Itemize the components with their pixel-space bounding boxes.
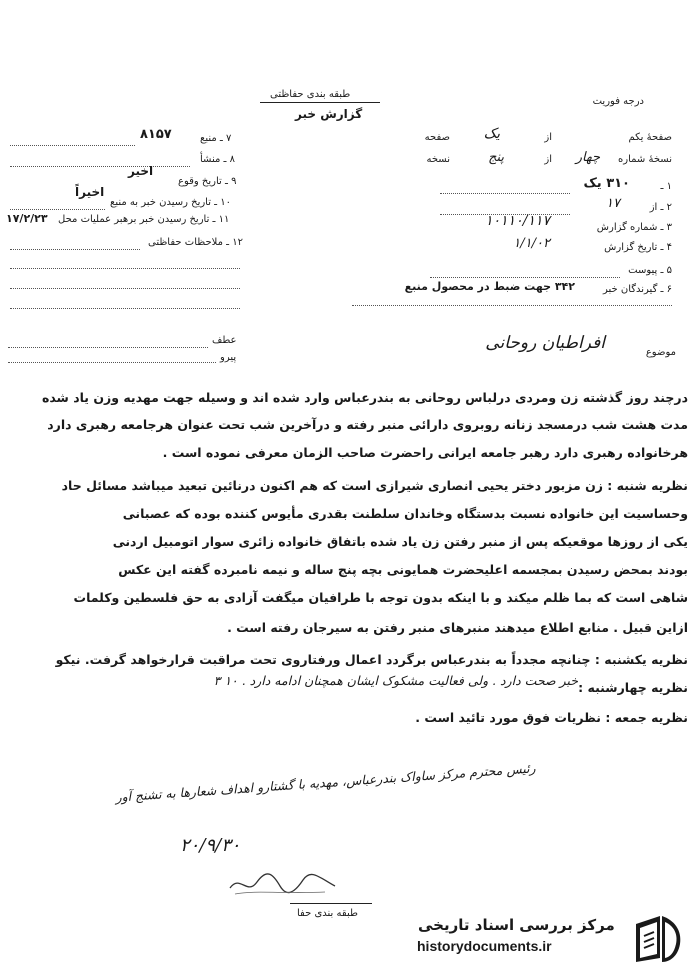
peyro-label: پیرو (220, 352, 237, 363)
field-5-dots (430, 277, 620, 278)
signature-scribble (225, 868, 345, 900)
body-line: وحساسیت این خانواده نسبت بدستگاه وخاندان سلطنت بقدری مأیوس کننده بوده که عصبانی (122, 506, 688, 521)
field-2-value: ۱۷ (606, 196, 620, 211)
handwritten-date: ۲۰/۹/۳۰ (180, 835, 241, 856)
field-11-label: ۱۱ ـ تاریخ رسیدن خبر برهبر عملیات محل (58, 214, 230, 225)
field-8-label: ۸ ـ منشأ (200, 154, 236, 165)
body-line: ازاین قبیل . منابع اطلاع میدهند منبرهای منبر رفتن به سیرجان رفته است . (227, 620, 688, 635)
body-line: نظریه چهارشنبه : (578, 680, 688, 695)
page-of-label: از (544, 132, 552, 143)
field-4-value: ۱/۱/۰۲ (513, 236, 550, 251)
body-line: درچند روز گذشته زن ومردی درلباس روحانی به بندرعباس وارد شده اند و وسیله جهت مهدیه وزن یاد شده (41, 390, 688, 405)
copy-of-label: از (544, 154, 552, 165)
field-12-dots (10, 249, 140, 250)
field-12-label: ۱۲ ـ ملاحظات حفاظتی (148, 237, 243, 248)
watermark-url: historydocuments.ir (417, 938, 552, 954)
body-line: شاهی است که بما ظلم میکند و با اینکه بدون توجه با طرافیان میگفت آزادی به حق فلسطین وکلمات (73, 590, 688, 605)
field-1-dots (440, 193, 570, 194)
copy-word: نسخه (426, 154, 450, 165)
peyro-dots (8, 362, 216, 363)
body-line: بودند بمحض رسیدن بمجسمه اعلیحضرت همایونی بچه پنج ساله و نیمه نامبرده گفته این عکس (118, 562, 688, 577)
notes-dots-2 (10, 288, 240, 289)
classification-bottom: طبقه بندی حفا (297, 908, 358, 919)
copy-label: نسخهٔ شماره (618, 154, 672, 165)
handwritten-margin-note: رئیس محترم مرکز ساواک بندرعباس، مهدیه با گشتارو اهداف شعارها به تشنج آور (114, 760, 536, 805)
field-6-value: ۳۴۲ جهت ضبط در محصول منبع (404, 280, 575, 293)
atf-dots (8, 347, 208, 348)
body-line: نظریه یکشنبه : چنانچه مجدداً به بندرعباس برگردد اعمال ورفتاروی تحت مراقبت قرارخواهد گرفت. نیکو (55, 652, 688, 667)
field-11-value: ۱۷/۲/۲۳ (6, 212, 48, 225)
handwritten-wednesday-note: خبر صحت دارد . ولی فعالیت مشکوک ایشان همچنان ادامه دارد . ۱۰ ۳ (213, 673, 578, 688)
copy-count-value: پنج (488, 150, 504, 165)
copy-value: چهار (575, 150, 600, 165)
body-line: یکی از روزها موقعیکه پس از منبر رفتن زن یاد شده باتفاق خانواده زائری سوار اتومبیل اردنی (112, 534, 688, 549)
field-1-value: ۳۱۰ یک (583, 176, 630, 191)
field-8-value: اخیر (128, 164, 154, 178)
atf-label: عطف (212, 335, 237, 346)
field-3-value: ۱۰۱۱۰/۱۱۷ (485, 213, 550, 229)
page-word: صفحه (424, 132, 450, 143)
field-5-label: ۵ ـ پیوست (628, 265, 672, 276)
classification-bottom-line (290, 903, 372, 904)
field-6-label: ۶ ـ گیرندگان خبر (602, 284, 672, 295)
body-line: نظریه جمعه : نظریات فوق مورد تائید است . (415, 710, 688, 725)
field-8-dots (10, 166, 190, 167)
report-title: گزارش خبر (295, 107, 363, 121)
subject-value: افراطیان روحانی (485, 333, 605, 353)
archive-logo-icon (630, 912, 688, 966)
priority-label: درجه فوریت (592, 96, 644, 107)
field-10-label: ۱۰ ـ تاریخ رسیدن خبر به منبع (110, 197, 232, 208)
field-10-dots (10, 209, 105, 210)
body-line: نظریه شنبه : زن مزبور دختر یحیی انصاری شیرازی است که هم اکنون درنائین تبعید میباشد مسائل حاد (61, 478, 688, 493)
notes-dots-3 (10, 308, 240, 309)
body-line: هرخانواده رهبری دارد رهبر جامعه ایرانی راحضرت صاحب الزمان معرفی نموده است . (162, 445, 688, 460)
field-9-label: ۹ ـ تاریخ وقوع (178, 176, 237, 187)
field-6-dots (352, 305, 672, 306)
page-label: صفحهٔ یکم (628, 132, 672, 143)
field-3-label: ۳ ـ شماره گزارش (596, 222, 672, 233)
notes-dots-1 (10, 268, 240, 269)
field-2-label: ۲ ـ از (649, 202, 672, 213)
field-7-dots (10, 145, 135, 146)
subject-label: موضوع (645, 347, 676, 358)
field-7-value: ۸۱۵۷ (140, 127, 172, 142)
field-9-value: اخیراً (75, 185, 105, 199)
field-7-label: ۷ ـ منبع (200, 133, 232, 144)
watermark-title: مرکز بررسی اسناد تاریخی (418, 916, 615, 934)
classification-top: طبقه بندی حفاظتی (270, 89, 351, 100)
classification-underline (260, 102, 380, 103)
field-4-label: ۴ ـ تاریخ گزارش (604, 242, 672, 253)
body-line: مدت هشت شب درمسجد زنانه روبروی دارائی منبر رفته و درآخرین شب تحت عنوان هرجامعه رهبری دارد (47, 417, 688, 432)
field-1-label: ۱ ـ (660, 181, 672, 192)
page-count-value: یک (483, 126, 500, 142)
